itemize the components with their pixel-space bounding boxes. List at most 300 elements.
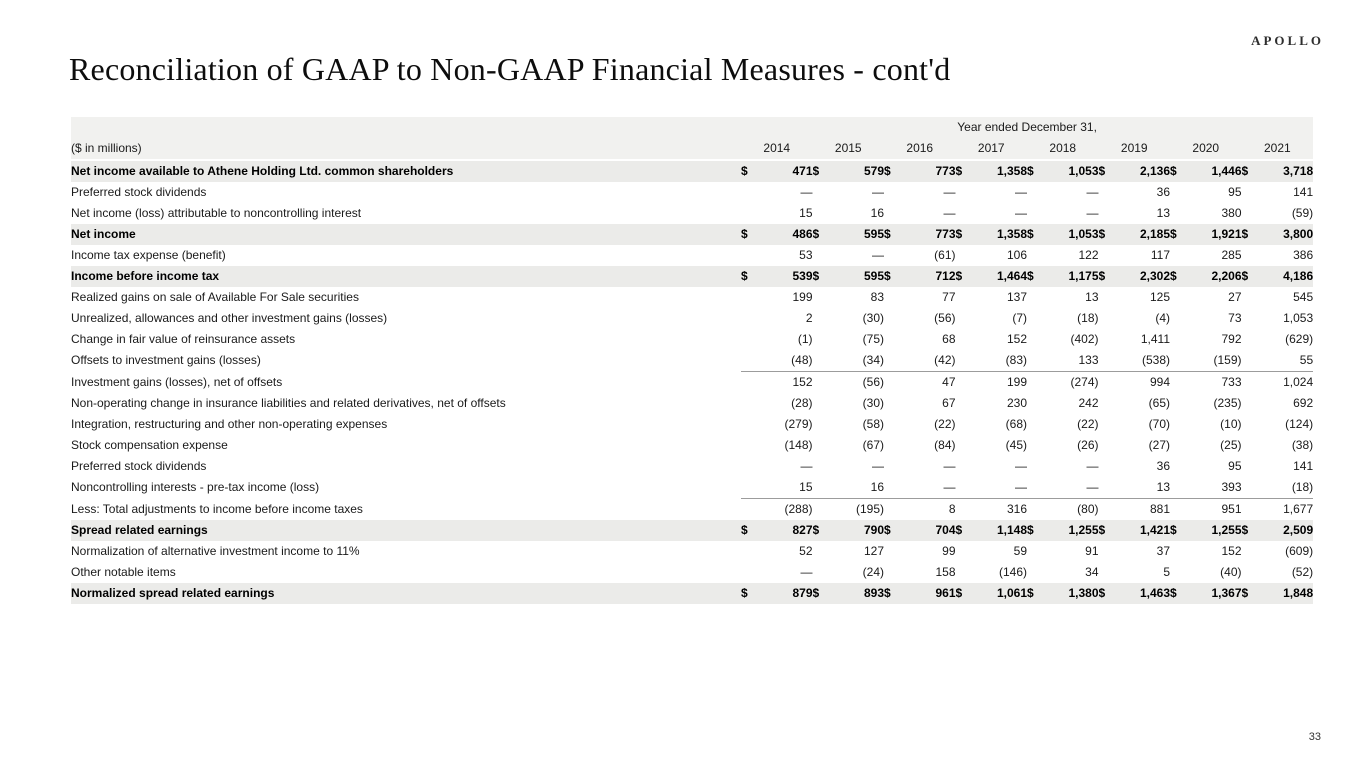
- dollar-sign: [1027, 350, 1045, 372]
- value-2017: 106: [1006, 248, 1027, 262]
- value-2016: 47: [942, 375, 956, 389]
- dollar-sign: [813, 329, 831, 350]
- value-2015: —: [872, 459, 884, 473]
- value-2020: (40): [1220, 565, 1242, 579]
- table-body: [71, 160, 1313, 604]
- dollar-sign: [956, 245, 974, 266]
- value-2020: 73: [1228, 311, 1242, 325]
- value-2021: 3,718: [1260, 160, 1314, 182]
- dollar-sign: [741, 435, 759, 456]
- dollar-sign: [1242, 329, 1260, 350]
- dollar-sign: [1027, 499, 1045, 521]
- table-row: [71, 520, 1313, 541]
- value-2015: (67): [862, 438, 884, 452]
- row-label: Normalized spread related earnings: [71, 583, 741, 604]
- dollar-sign: [1170, 499, 1188, 521]
- header-years-row: [71, 138, 1313, 160]
- dollar-sign: [956, 477, 974, 499]
- value-2019: 1,463: [1117, 583, 1171, 604]
- dollar-sign: $: [956, 520, 974, 541]
- value-2015: —: [872, 185, 884, 199]
- value-2021: 545: [1293, 290, 1314, 304]
- table-row: [71, 182, 1313, 203]
- row-label: Net income: [71, 224, 741, 245]
- value-2018: 1,175: [1045, 266, 1099, 287]
- value-2016: 99: [942, 544, 956, 558]
- value-2017: 59: [1013, 544, 1027, 558]
- value-2016: (42): [902, 350, 956, 372]
- table-row: [71, 308, 1313, 329]
- dollar-sign: $: [884, 160, 902, 182]
- value-2019: 36: [1156, 185, 1170, 199]
- header-span-row: [71, 117, 1313, 138]
- value-2014: 486: [759, 224, 813, 245]
- dollar-sign: [741, 182, 759, 203]
- table-row: [71, 372, 1313, 394]
- year-column-header: 2014: [741, 138, 813, 160]
- row-label: Other notable items: [71, 565, 176, 579]
- value-2018: —: [1086, 206, 1099, 220]
- dollar-sign: [813, 499, 831, 521]
- dollar-sign: [1099, 562, 1117, 583]
- dollar-sign: $: [741, 266, 759, 287]
- value-2021: (59): [1291, 206, 1314, 220]
- dollar-sign: [813, 414, 831, 435]
- value-2016: 67: [942, 396, 956, 410]
- value-2016: —: [943, 185, 956, 199]
- dollar-sign: [884, 435, 902, 456]
- dollar-sign: $: [813, 224, 831, 245]
- dollar-sign: [741, 541, 759, 562]
- value-2017: —: [974, 477, 1028, 499]
- dollar-sign: [1099, 477, 1117, 499]
- value-2016: (84): [934, 438, 956, 452]
- dollar-sign: [1242, 372, 1260, 394]
- dollar-sign: [813, 350, 831, 372]
- value-2016: 704: [902, 520, 956, 541]
- dollar-sign: [884, 245, 902, 266]
- dollar-sign: $: [741, 160, 759, 182]
- dollar-sign: $: [1170, 520, 1188, 541]
- value-2019: 37: [1156, 544, 1170, 558]
- dollar-sign: [813, 562, 831, 583]
- value-2014: (1): [797, 332, 813, 346]
- table-row: [71, 562, 1313, 583]
- dollar-sign: [1170, 350, 1188, 372]
- value-2021: 55: [1260, 350, 1314, 372]
- dollar-sign: [1170, 562, 1188, 583]
- dollar-sign: [1027, 372, 1045, 394]
- table-row: [71, 266, 1313, 287]
- dollar-sign: $: [1099, 520, 1117, 541]
- dollar-sign: $: [1099, 224, 1117, 245]
- dollar-sign: [1099, 435, 1117, 456]
- dollar-sign: $: [1242, 266, 1260, 287]
- value-2021: (124): [1285, 417, 1314, 431]
- value-2015: 595: [831, 266, 885, 287]
- dollar-sign: [813, 541, 831, 562]
- row-label: Normalization of alternative investment income to 11%: [71, 544, 360, 558]
- value-2016: —: [943, 459, 956, 473]
- dollar-sign: [813, 372, 831, 394]
- dollar-sign: [1170, 541, 1188, 562]
- value-2018: 1,053: [1045, 224, 1099, 245]
- row-label: Preferred stock dividends: [71, 459, 207, 473]
- value-2020: 393: [1188, 477, 1242, 499]
- value-2019: (70): [1148, 417, 1170, 431]
- dollar-sign: $: [884, 583, 902, 604]
- dollar-sign: [741, 456, 759, 477]
- value-2021: (629): [1285, 332, 1314, 346]
- value-2020: 951: [1221, 502, 1242, 516]
- dollar-sign: [813, 456, 831, 477]
- dollar-sign: [1027, 435, 1045, 456]
- year-column-header: 2019: [1099, 138, 1171, 160]
- value-2020: 2,206: [1188, 266, 1242, 287]
- value-2014: (288): [784, 502, 813, 516]
- value-2015: —: [872, 248, 884, 262]
- dollar-sign: [956, 182, 974, 203]
- value-2018: 91: [1085, 544, 1099, 558]
- dollar-sign: [956, 414, 974, 435]
- dollar-sign: $: [1027, 160, 1045, 182]
- page-title: Reconciliation of GAAP to Non-GAAP Financial Measures - cont'd: [69, 51, 951, 87]
- dollar-sign: $: [884, 224, 902, 245]
- value-2019: 13: [1117, 477, 1171, 499]
- value-2016: 712: [902, 266, 956, 287]
- value-2019: 994: [1149, 375, 1170, 389]
- value-2018: (26): [1077, 438, 1099, 452]
- table-row: [71, 393, 1313, 414]
- row-label: Unrealized, allowances and other investment gains (losses): [71, 311, 388, 325]
- value-2016: 773: [902, 160, 956, 182]
- table-header: [71, 117, 1313, 160]
- value-2016: (61): [934, 248, 956, 262]
- value-2017: 316: [1006, 502, 1027, 516]
- apollo-logo: APOLLO: [1251, 33, 1324, 48]
- row-label: Non-operating change in insurance liabilities and related derivatives, net of offsets: [71, 396, 506, 410]
- dollar-sign: [884, 329, 902, 350]
- reconciliation-table: [71, 117, 1313, 604]
- value-2021: (609): [1285, 544, 1314, 558]
- dollar-sign: [1099, 329, 1117, 350]
- header-spacer: [71, 117, 741, 138]
- dollar-sign: $: [1170, 266, 1188, 287]
- dollar-sign: $: [1027, 266, 1045, 287]
- dollar-sign: $: [813, 583, 831, 604]
- dollar-sign: [741, 308, 759, 329]
- value-2020: 95: [1228, 459, 1242, 473]
- value-2019: (27): [1148, 438, 1170, 452]
- page-number: 33: [1308, 731, 1321, 743]
- dollar-sign: [1242, 182, 1260, 203]
- dollar-sign: $: [956, 224, 974, 245]
- value-2016: 68: [942, 332, 956, 346]
- value-2014: 15: [759, 477, 813, 499]
- dollar-sign: [813, 393, 831, 414]
- dollar-sign: [956, 562, 974, 583]
- dollar-sign: [1099, 350, 1117, 372]
- value-2015: (195): [855, 502, 884, 516]
- dollar-sign: $: [1099, 583, 1117, 604]
- year-ended-label: Year ended December 31,: [741, 117, 1313, 138]
- dollar-sign: [741, 414, 759, 435]
- dollar-sign: [956, 308, 974, 329]
- value-2020: 1,255: [1188, 520, 1242, 541]
- value-2017: 1,061: [974, 583, 1028, 604]
- value-2020: (10): [1220, 417, 1242, 431]
- value-2019: 117: [1150, 248, 1170, 262]
- value-2019: 2,136: [1117, 160, 1171, 182]
- table-row: [71, 350, 1313, 372]
- dollar-sign: [741, 203, 759, 224]
- value-2016: —: [943, 206, 956, 220]
- dollar-sign: [956, 499, 974, 521]
- table-row: [71, 329, 1313, 350]
- dollar-sign: [956, 541, 974, 562]
- value-2015: (24): [862, 565, 884, 579]
- dollar-sign: [741, 372, 759, 394]
- dollar-sign: [956, 329, 974, 350]
- dollar-sign: [813, 308, 831, 329]
- table-row: [71, 203, 1313, 224]
- value-2016: 8: [948, 502, 956, 516]
- row-label: Offsets to investment gains (losses): [71, 353, 261, 368]
- value-2015: (34): [831, 350, 885, 372]
- value-2016: (22): [934, 417, 956, 431]
- dollar-sign: [884, 477, 902, 499]
- value-2015: 16: [831, 477, 885, 499]
- value-2014: 15: [799, 206, 813, 220]
- value-2014: 2: [805, 311, 813, 325]
- table-row: [71, 499, 1313, 521]
- year-column-header: 2018: [1027, 138, 1099, 160]
- value-2019: 5: [1163, 565, 1170, 579]
- table-row: [71, 414, 1313, 435]
- value-2021: (38): [1291, 438, 1314, 452]
- value-2015: (30): [862, 396, 884, 410]
- dollar-sign: [1027, 414, 1045, 435]
- dollar-sign: [884, 350, 902, 372]
- value-2014: —: [800, 185, 813, 199]
- dollar-sign: [1242, 393, 1260, 414]
- value-2019: (65): [1148, 396, 1170, 410]
- dollar-sign: [1099, 287, 1117, 308]
- value-2016: —: [902, 477, 956, 499]
- dollar-sign: [813, 477, 831, 499]
- value-2014: 879: [759, 583, 813, 604]
- value-2017: 1,148: [974, 520, 1028, 541]
- dollar-sign: $: [1027, 520, 1045, 541]
- value-2014: (279): [784, 417, 813, 431]
- value-2015: 790: [831, 520, 885, 541]
- value-2019: 13: [1156, 206, 1170, 220]
- dollar-sign: [813, 287, 831, 308]
- dollar-sign: $: [813, 520, 831, 541]
- value-2017: 152: [1006, 332, 1027, 346]
- dollar-sign: [1027, 245, 1045, 266]
- table-row: [71, 583, 1313, 604]
- value-2019: (4): [1155, 311, 1170, 325]
- dollar-sign: [813, 203, 831, 224]
- dollar-sign: [1170, 414, 1188, 435]
- dollar-sign: [1242, 245, 1260, 266]
- value-2015: (75): [862, 332, 884, 346]
- value-2017: —: [1015, 206, 1027, 220]
- dollar-sign: [1027, 477, 1045, 499]
- value-2016: 773: [902, 224, 956, 245]
- row-label: Change in fair value of reinsurance assets: [71, 332, 296, 346]
- value-2017: 1,464: [974, 266, 1028, 287]
- dollar-sign: [741, 562, 759, 583]
- dollar-sign: [1242, 203, 1260, 224]
- value-2017: 230: [1006, 396, 1027, 410]
- dollar-sign: [1099, 203, 1117, 224]
- dollar-sign: [884, 203, 902, 224]
- dollar-sign: [1027, 541, 1045, 562]
- dollar-sign: [956, 350, 974, 372]
- value-2020: 1,921: [1188, 224, 1242, 245]
- value-2017: 199: [1006, 375, 1027, 389]
- dollar-sign: [1027, 203, 1045, 224]
- row-label: Integration, restructuring and other non-operating expenses: [71, 417, 388, 431]
- dollar-sign: [1242, 287, 1260, 308]
- value-2017: (7): [1012, 311, 1027, 325]
- year-column-header: 2017: [956, 138, 1028, 160]
- dollar-sign: $: [813, 160, 831, 182]
- value-2014: (28): [791, 396, 813, 410]
- table-row: [71, 224, 1313, 245]
- value-2018: —: [1086, 459, 1099, 473]
- value-2018: 133: [1045, 350, 1099, 372]
- dollar-sign: [1242, 499, 1260, 521]
- value-2017: —: [1015, 459, 1027, 473]
- row-label: Investment gains (losses), net of offsets: [71, 374, 283, 389]
- dollar-sign: [1027, 456, 1045, 477]
- dollar-sign: $: [1099, 160, 1117, 182]
- year-column-header: 2021: [1242, 138, 1314, 160]
- row-label: Income before income tax: [71, 266, 741, 287]
- dollar-sign: [1170, 372, 1188, 394]
- row-label: Stock compensation expense: [71, 438, 228, 452]
- value-2015: (30): [862, 311, 884, 325]
- dollar-sign: [956, 435, 974, 456]
- dollar-sign: [1099, 182, 1117, 203]
- dollar-sign: $: [741, 520, 759, 541]
- value-2014: (48): [759, 350, 813, 372]
- value-2014: 53: [799, 248, 813, 262]
- dollar-sign: [1242, 435, 1260, 456]
- value-2019: 2,185: [1117, 224, 1171, 245]
- value-2018: (22): [1077, 417, 1099, 431]
- value-2016: 158: [935, 565, 956, 579]
- dollar-sign: [1099, 414, 1117, 435]
- dollar-sign: [884, 541, 902, 562]
- value-2018: (18): [1077, 311, 1099, 325]
- dollar-sign: [1099, 541, 1117, 562]
- value-2017: (146): [998, 565, 1027, 579]
- dollar-sign: [741, 499, 759, 521]
- year-column-header: 2020: [1170, 138, 1242, 160]
- value-2020: 152: [1221, 544, 1242, 558]
- value-2017: 137: [1006, 290, 1027, 304]
- value-2020: 95: [1228, 185, 1242, 199]
- value-2019: 881: [1149, 502, 1170, 516]
- value-2021: (52): [1291, 565, 1314, 579]
- dollar-sign: [1027, 329, 1045, 350]
- value-2020: 27: [1228, 290, 1242, 304]
- value-2020: 1,367: [1188, 583, 1242, 604]
- dollar-sign: [741, 393, 759, 414]
- dollar-sign: $: [813, 266, 831, 287]
- value-2014: 152: [792, 375, 813, 389]
- value-2020: (235): [1213, 396, 1242, 410]
- dollar-sign: [741, 287, 759, 308]
- value-2017: 1,358: [974, 160, 1028, 182]
- value-2014: 52: [799, 544, 813, 558]
- dollar-sign: $: [1242, 224, 1260, 245]
- dollar-sign: $: [741, 583, 759, 604]
- dollar-sign: [884, 287, 902, 308]
- value-2019: (538): [1117, 350, 1171, 372]
- value-2014: 827: [759, 520, 813, 541]
- value-2018: —: [1045, 477, 1099, 499]
- value-2017: (83): [974, 350, 1028, 372]
- value-2021: 2,509: [1260, 520, 1314, 541]
- dollar-sign: $: [1242, 160, 1260, 182]
- value-2014: 199: [792, 290, 813, 304]
- dollar-sign: [884, 456, 902, 477]
- dollar-sign: [741, 329, 759, 350]
- dollar-sign: [813, 182, 831, 203]
- row-label: Less: Total adjustments to income before income taxes: [71, 501, 363, 516]
- value-2019: 36: [1156, 459, 1170, 473]
- value-2019: 125: [1149, 290, 1170, 304]
- value-2018: 13: [1085, 290, 1099, 304]
- dollar-sign: [1170, 435, 1188, 456]
- dollar-sign: [1170, 308, 1188, 329]
- value-2018: 122: [1078, 248, 1099, 262]
- dollar-sign: [1027, 182, 1045, 203]
- value-2020: 733: [1221, 375, 1242, 389]
- value-2020: 792: [1221, 332, 1242, 346]
- value-2019: 1,421: [1117, 520, 1171, 541]
- dollar-sign: [1099, 372, 1117, 394]
- dollar-sign: [884, 562, 902, 583]
- value-2019: 1,411: [1140, 332, 1170, 346]
- dollar-sign: [956, 456, 974, 477]
- dollar-sign: [1027, 287, 1045, 308]
- dollar-sign: [1099, 308, 1117, 329]
- row-label: Preferred stock dividends: [71, 185, 207, 199]
- row-label: Income tax expense (benefit): [71, 248, 226, 262]
- row-label: Realized gains on sale of Available For Sale securities: [71, 290, 359, 304]
- value-2021: 1,024: [1283, 375, 1314, 389]
- value-2014: 471: [759, 160, 813, 182]
- value-2015: 893: [831, 583, 885, 604]
- table-row: [71, 435, 1313, 456]
- dollar-sign: [1099, 456, 1117, 477]
- value-2020: 380: [1221, 206, 1242, 220]
- value-2018: (80): [1077, 502, 1099, 516]
- dollar-sign: [956, 203, 974, 224]
- value-2020: 285: [1221, 248, 1242, 262]
- value-2021: (18): [1260, 477, 1314, 499]
- value-2014: (148): [784, 438, 813, 452]
- table-row: [71, 287, 1313, 308]
- dollar-sign: [884, 393, 902, 414]
- dollar-sign: [1099, 393, 1117, 414]
